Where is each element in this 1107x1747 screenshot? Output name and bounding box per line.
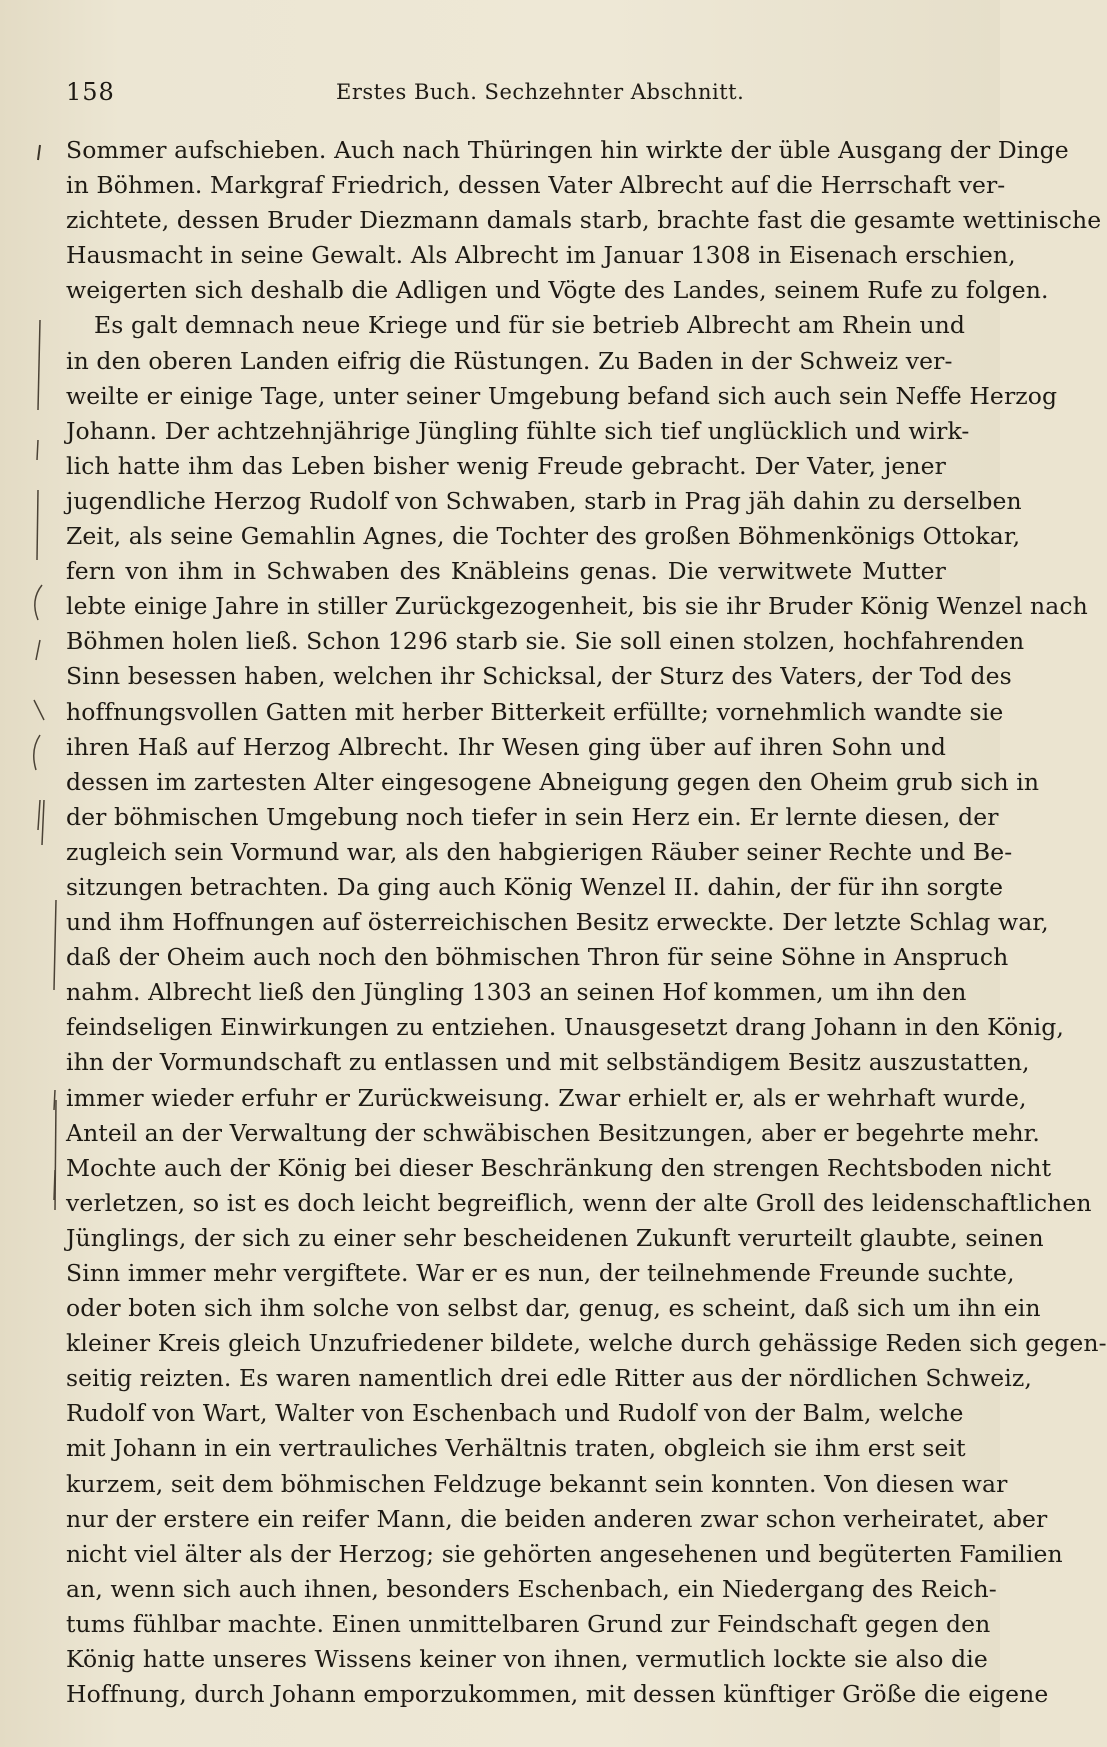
margin-mark [55,1100,56,1210]
margin-mark [38,800,40,830]
text-line: Sinn immer mehr vergiftete. War er es nun, der teilnehmende Freunde suchte, [66,1259,1015,1287]
text-line: kleiner Kreis gleich Unzufriedener bildete, welche durch gehässige Reden sich gegen- [66,1329,1107,1358]
margin-mark [38,320,40,410]
text-line: sitzungen betrachten. Da ging auch König Wenzel II. dahin, der für ihn sorgte [66,872,1004,901]
text-line: Jünglings, der sich zu einer sehr bescheidenen Zukunft verurteilt glaubte, seinen [66,1223,1044,1252]
running-head: Erstes Buch. Sechzehnter Abschnitt. [336,80,745,104]
text-line: ihren Haß auf Herzog Albrecht. Ihr Wesen ging über auf ihren Sohn und [66,732,946,761]
text-line: Hausmacht in seine Gewalt. Als Albrecht im Januar 1308 in Eisenach erschien, [66,241,1016,270]
margin-pencil-marks [0,0,60,1747]
text-line: Hoffnung, durch Johann emporzukommen, mit dessen künftiger Größe die eigene [66,1680,1049,1709]
text-line: Anteil an der Verwaltung der schwäbischen Besitzungen, aber er begehrte mehr. [66,1118,1040,1147]
text-line: Zeit, als seine Gemahlin Agnes, die Tochter des großen Böhmenkönigs Ottokar, [66,522,1021,551]
margin-mark [37,440,38,460]
text-line: weilte er einige Tage, unter seiner Umgebung befand sich auch sein Neffe Herzog [66,381,1058,410]
margin-mark [54,1090,55,1110]
text-line: zugleich sein Vormund war, als den habgierigen Räuber seiner Rechte und Be- [66,837,1013,866]
margin-mark [37,490,38,560]
body-text [66,133,1107,1747]
text-line: Johann. Der achtzehnjährige Jüngling fühlte sich tief unglücklich und wirk- [66,416,970,445]
text-line: Rudolf von Wart, Walter von Eschenbach und Rudolf von der Balm, welche [66,1399,964,1428]
text-line: tums fühlbar machte. Einen unmittelbaren Grund zur Feindschaft gegen den [66,1609,991,1638]
text-line: und ihm Hoffnungen auf österreichischen Besitz erweckte. Der letzte Schlag war, [66,908,1049,937]
text-line: nur der erstere ein reifer Mann, die beiden anderen zwar schon verheiratet, aber [66,1504,1048,1533]
text-line: nahm. Albrecht ließ den Jüngling 1303 an seinen Hof kommen, um ihn den [66,978,967,1007]
text-line: Böhmen holen ließ. Schon 1296 starb sie. Sie soll einen stolzen, hochfahrenden [66,627,1025,656]
text-line: hoffnungsvollen Gatten mit herber Bitterkeit erfüllte; vornehmlich wandte sie [66,697,1004,726]
text-line: mit Johann in ein vertrauliches Verhältnis traten, obgleich sie ihm erst seit [66,1434,966,1463]
text-line: fern von ihm in Schwaben des Knäbleins genas. Die verwitwete Mutter [66,557,946,586]
text-line: ihn der Vormundschaft zu entlassen und mit selbständigem Besitz auszustatten, [66,1048,1030,1077]
text-line: der böhmischen Umgebung noch tiefer in sein Herz ein. Er lernte diesen, der [66,802,999,831]
text-line: Es galt demnach neue Kriege und für sie betrieb Albrecht am Rhein und [94,311,966,340]
text-line: immer wieder erfuhr er Zurückweisung. Zwar erhielt er, als er wehrhaft wurde, [66,1083,1027,1112]
margin-mark [42,800,44,845]
text-line: weigerten sich deshalb die Adligen und Vögte des Landes, seinem Rufe zu folgen. [66,276,1049,305]
text-line: dessen im zartesten Alter eingesogene Abneigung gegen den Oheim grub sich in [66,767,1040,796]
margin-mark [35,585,42,620]
text-line: Sinn besessen haben, welchen ihr Schicksal, der Sturz des Vaters, der Tod des [66,662,1012,691]
text-line: seitig reizten. Es waren namentlich drei edle Ritter aus der nördlichen Schweiz, [66,1364,1032,1393]
text-line: Sommer aufschieben. Auch nach Thüringen hin wirkte der üble Ausgang der Dinge [66,136,1069,164]
text-line: jugendliche Herzog Rudolf von Schwaben, starb in Prag jäh dahin zu derselben [66,486,1022,515]
text-line: oder boten sich ihm solche von selbst dar, genug, es scheint, daß sich um ihn ein [66,1294,1041,1323]
margin-mark [54,900,56,990]
text-line: verletzen, so ist es doch leicht begreiflich, wenn der alte Groll des leidenschaftlichen [66,1188,1092,1217]
page-number: 158 [66,78,115,106]
text-line: nicht viel älter als der Herzog; sie gehörten angesehenen und begüterten Familien [66,1539,1063,1568]
text-line: Mochte auch der König bei dieser Beschränkung den strengen Rechtsboden nicht [66,1153,1052,1182]
margin-mark [38,145,40,160]
text-line: zichtete, dessen Bruder Diezmann damals starb, brachte fast die gesamte wettinische [66,206,1102,235]
text-line: in Böhmen. Markgraf Friedrich, dessen Vater Albrecht auf die Herrschaft ver- [66,171,1006,200]
text-line: an, wenn sich auch ihnen, besonders Eschenbach, ein Niedergang des Reich- [66,1574,997,1603]
text-line: lebte einige Jahre in stiller Zurückgezogenheit, bis sie ihr Bruder König Wenzel nach [66,592,1088,621]
text-line: kurzem, seit dem böhmischen Feldzuge bekannt sein konnten. Von diesen war [66,1469,1008,1498]
text-line: König hatte unseres Wissens keiner von ihnen, vermutlich lockte sie also die [66,1645,988,1674]
page-header [66,78,946,118]
text-line: lich hatte ihm das Leben bisher wenig Freude gebracht. Der Vater, jener [66,451,946,480]
text-line: feindseligen Einwirkungen zu entziehen. Unausgesetzt drang Johann in den König, [66,1013,1064,1042]
margin-mark [36,640,40,660]
margin-mark [34,735,40,770]
text-line: in den oberen Landen eifrig die Rüstungen. Zu Baden in der Schweiz ver- [66,346,953,375]
text-line: daß der Oheim auch noch den böhmischen Thron für seine Söhne in Anspruch [66,943,1009,972]
margin-mark [34,700,44,720]
text-line [66,1712,946,1747]
